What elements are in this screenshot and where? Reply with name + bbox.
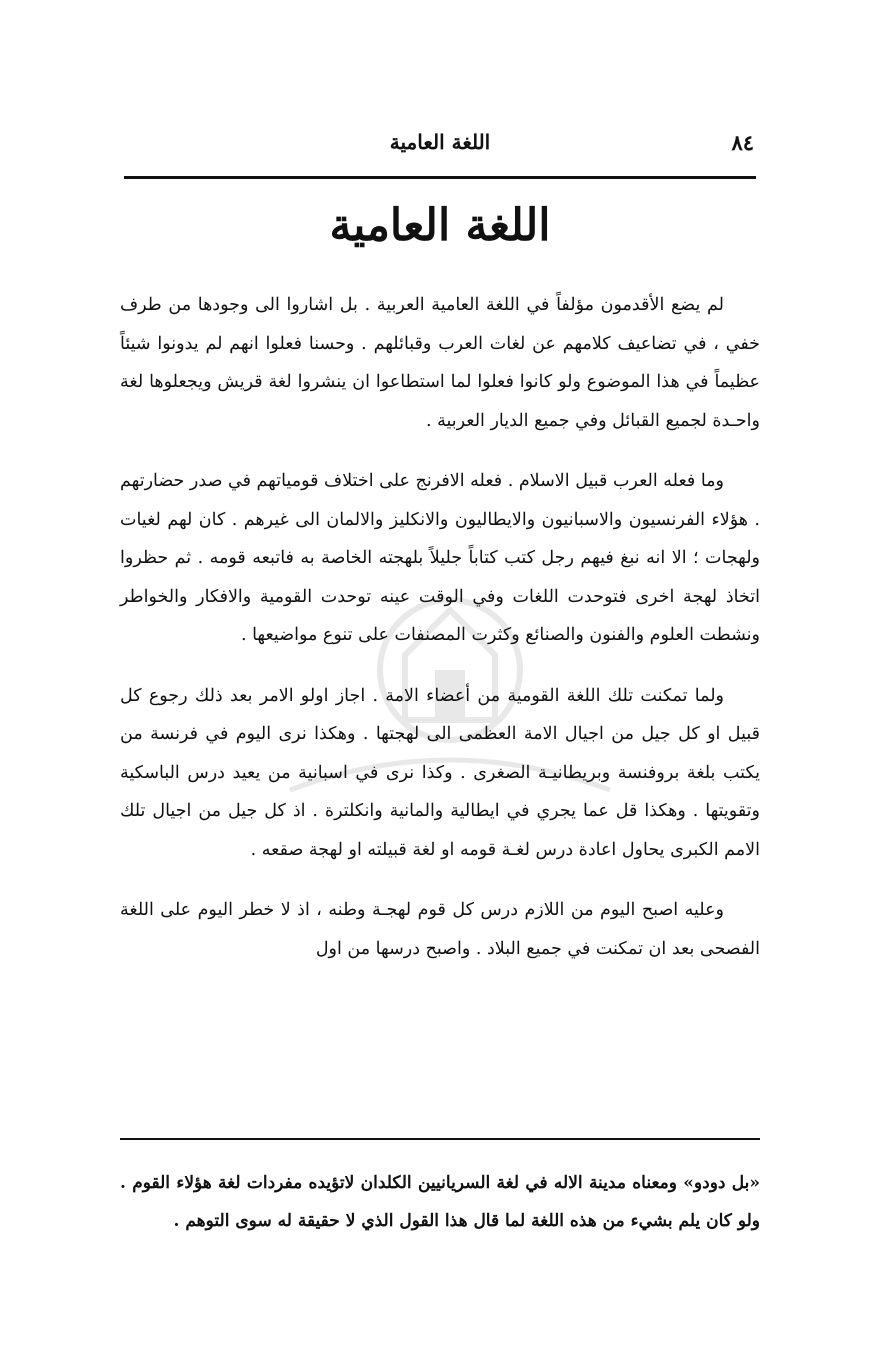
page-number: ٨٤ (731, 130, 754, 155)
paragraph-4: وعليه اصبح اليوم من اللازم درس كل قوم لهجـة وطنه ، اذ لا خطر اليوم على اللغة الفصحى بعد ان تمكنت في جميع البلاد . واصبح درسها من اول (120, 900, 760, 959)
footnote-rule (120, 1138, 760, 1140)
paragraph-2: وما فعله العرب قبيل الاسلام . فعله الافرنج على اختلاف قومياتهم في صدر حضارتهم . هؤلاء الفرنسيون والاسبانيون والايطاليون والانكليز والالمان الى غيرهم . كان لهم لغيات ولهجات ؛ الا انه نبغ فيهم رجل كتب كتاباً جليلاً بلهجته الخاصة به فاتبعه قومه . ثم حظروا اتخاذ لهجة اخرى فتوحدت اللغات وفي الوقت عينه توحدت القومية والافكار والخواطر ونشطت العلوم والفنون والصنائع وكثرت المصنفات على تنوع مواضيعها . (120, 471, 760, 645)
chapter-title: اللغة العامية (329, 200, 551, 251)
paragraph-1: لم يضع الأقدمون مؤلفاً في اللغة العامية العربية . بل اشاروا الى وجودها من طرف خفي ، في تضاعيف كلامهم عن لغات العرب وقبائلهم . وحسنا فعلوا انهم لم يدونوا شيئاً عظيماً في هذا الموضوع ولو كانوا فعلوا لما استطاعوا ان ينشروا لغة قريش ويجعلوها لغة واحـدة لجميع القبائل وفي جميع الديار العربية . (120, 295, 760, 431)
body-text (120, 286, 760, 968)
running-header (120, 130, 760, 166)
paragraph-3: ولما تمكنت تلك اللغة القومية من أعضاء الامة . اجاز اولو الامر بعد ذلك رجوع كل قبيل او كل جيل من اجيال الامة العظمى الى لهجتها . وهكذا نرى اليوم في فرنسة من يكتب بلغة بروفنسة وبريطانيـة الصغرى . وكذا نرى في اسبانية من يعيد درس الباسكية وتقويتها . وهكذا قل عما يجري في ايطالية والمانية وانكلترة . اذ كل جيل من اجيال تلك الامم الكبرى يحاول اعادة درس لغـة قومه او لغة قبيلته او لهجة صقعه . (120, 685, 760, 860)
running-title: اللغة العامية (389, 130, 491, 154)
header-rule (124, 176, 756, 179)
footnote: «بل دودو» ومعناه مدينة الاله في لغة السريانيين الكلدان لاتؤيده مفردات لغة هؤلاء القوم . ولو كان يلم بشيء من هذه اللغة لما قال هذا القول الذي لا حقيقة له سوى التوهم . (120, 1173, 760, 1231)
